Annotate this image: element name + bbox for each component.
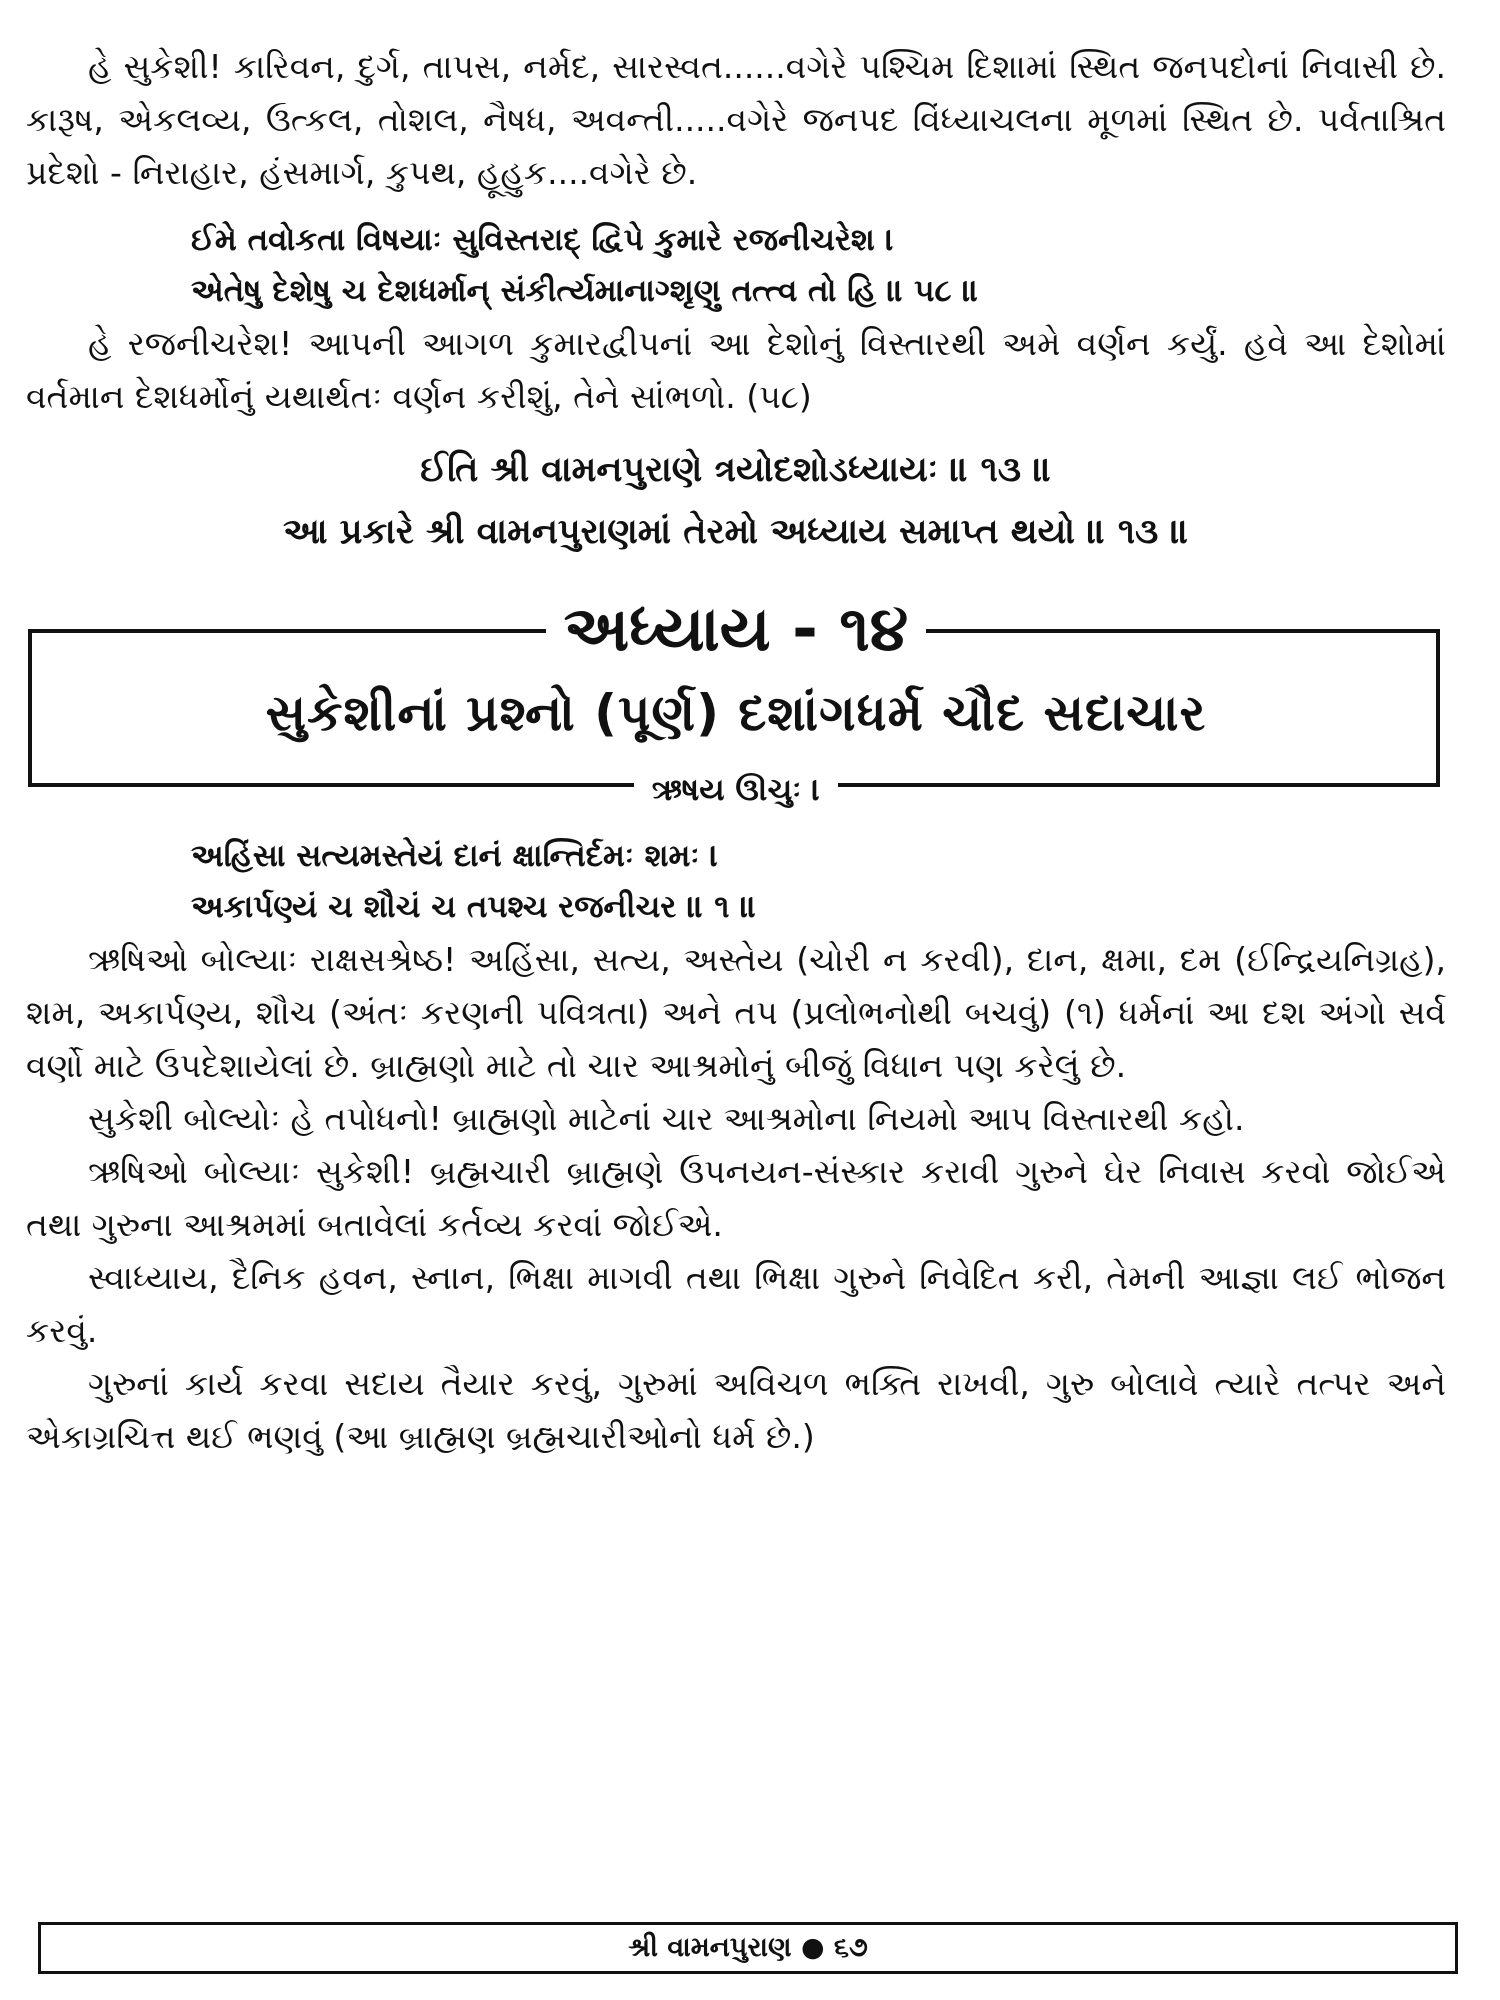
chapter-title: સુકેશીનાં પ્રશ્નો (પૂર્ણ) દશાંગધર્મ ચૌદ સદાચાર [265, 684, 1207, 742]
colophon-sanskrit: ઈતિ શ્રી વામનપુરાણે ત્રયોદશોડધ્યાયઃ ॥ ૧૩ ॥ [420, 450, 1052, 490]
chapter-colophon [26, 439, 1446, 563]
verse-line: ઈમે તવોકતા વિષયાઃ સુવિસ્તરાદ્ દ્વિપે કુમારે રજનીચરેશ । [191, 222, 894, 258]
colophon-gujarati: આ પ્રકારે શ્રી વામનપુરાણમાં તેરમો અધ્યાય સમાપ્ત થયો ॥ ૧૩ ॥ [283, 512, 1189, 552]
paragraph-sukeshi-question: સુકેશી બોલ્યોઃ હે તપોધનો! બ્રાહ્મણો માટેનાં ચાર આશ્રમોના નિયમો આપ વિસ્તારથી કહો. [88, 1099, 1245, 1138]
verse-line: એતેષુ દેશેષુ ચ દેશધર્માન્ સંકીર્ત્યમાનાગ્શૃણુ તત્ત્વ તો હિ ॥ ૫૮ ॥ [191, 273, 979, 309]
verse-line: અકાર્પણ્યં ચ શૌચં ચ તપશ્ચ રજનીચર ॥ ૧ ॥ [191, 889, 757, 925]
chapter-number: અધ્યાય - ૧૪ [546, 592, 926, 665]
page-footer: શ્રી વામનપુરાણ ● ૬૭ [38, 1922, 1458, 1974]
speaker-heading [26, 765, 1446, 815]
paragraph-regions: હે સુકેશી! કારિવન, દુર્ગ, તાપસ, નર્મદ, સારસ્વત......વગેરે પશ્ચિમ દિશામાં સ્થિત જનપદોનાં નિવાસી છે. કારૂષ, એકલવ્ય, ઉત્કલ, તોશલ, નૈષધ, અવન્તી.....વગેરે જનપદ વિંધ્યાચલના મૂળમાં સ્થિત છે. પર્વતાશ્રિત પ્રદેશો - નિરાહાર, હંસમાર્ગ, કુપથ, હૂહુક....વગેરે છે. [26, 47, 1446, 192]
page-body [26, 40, 1446, 1463]
speaker-label: ઋષય ઊચુઃ । [634, 772, 838, 808]
paragraph-ten-dharmas: ઋષિઓ બોલ્યાઃ રાક્ષસશ્રેષ્ઠ! અહિંસા, સત્ય, અસ્તેય (ચોરી ન કરવી), દાન, ક્ષમા, દમ (ઈન્દ્રિયનિગ્રહ), શમ, અકાર્પણ્ય, શૌચ (અંતઃ કરણની પવિત્રતા) અને તપ (પ્રલોભનોથી બચવું) (૧) ધર્મનાં આ દશ અંગો સર્વ વર્ણો માટે ઉપદેશાયેલાં છે. બ્રાહ્મણો માટે તો ચાર આશ્રમોનું બીજું વિધાન પણ કરેલું છે. [26, 940, 1446, 1085]
paragraph-svadhyaya: સ્વાધ્યાય, દૈનિક હવન, સ્નાન, ભિક્ષા માગવી તથા ભિક્ષા ગુરુને નિવેદિત કરી, તેમની આજ્ઞા લઈ ભોજન કરવું. [26, 1258, 1446, 1350]
chapter-heading [26, 593, 1446, 791]
paragraph-brahmachari: ઋષિઓ બોલ્યાઃ સુકેશી! બ્રહ્મચારી બ્રાહ્મણે ઉપનયન-સંસ્કાર કરાવી ગુરુને ઘેર નિવાસ કરવો જોઈએ તથા ગુરુના આશ્રમમાં બતાવેલાં કર્તવ્ય કરવાં જોઈએ. [26, 1152, 1446, 1244]
verse-line: અહિંસા સત્યમસ્તેયં દાનં ક્ષાન્તિર્દમઃ શમઃ । [191, 838, 719, 874]
verse-1 [26, 831, 1446, 933]
paragraph-verse-58-meaning: હે રજનીચરેશ! આપની આગળ કુમારદ્વીપનાં આ દેશોનું વિસ્તારથી અમે વર્ણન કર્યું. હવે આ દેશોમાં વર્તમાન દેશધર્મોનું યથાર્થતઃ વર્ણન કરીશું, તેને સાંભળો. (૫૮) [26, 324, 1446, 416]
paragraph-guru-service: ગુરુનાં કાર્ય કરવા સદાય તૈયાર કરવું, ગુરુમાં અવિચળ ભક્તિ રાખવી, ગુરુ બોલાવે ત્યારે તત્પર અને એકાગ્રચિત્ત થઈ ભણવું (આ બ્રાહ્મણ બ્રહ્મચારીઓનો ધર્મ છે.) [26, 1364, 1446, 1456]
verse-58 [26, 215, 1446, 317]
